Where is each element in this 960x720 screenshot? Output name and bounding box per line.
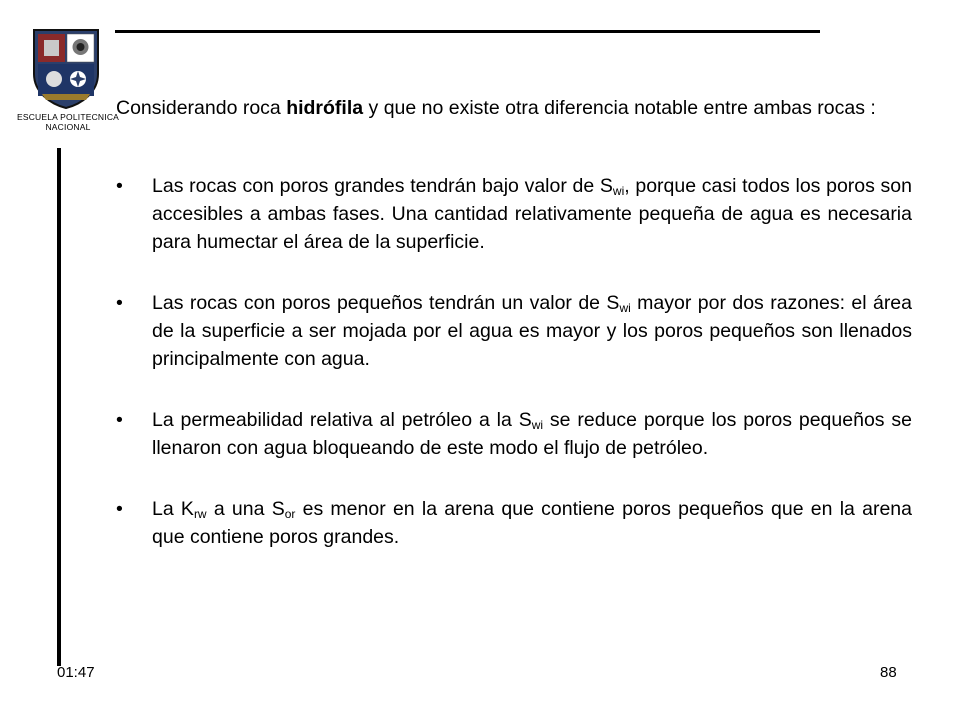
bullet-list xyxy=(116,172,912,551)
left-rule xyxy=(57,148,61,666)
bullet-dot-icon: • xyxy=(116,175,123,197)
bullet-item: • La $K_{rw}$ a una $S_{or}$ es menor en la arena que contiene poros pequeños que en la arena que contiene poros grandes. xyxy=(116,495,912,551)
bullet-item: • La permeabilidad relativa al petróleo a la $S_{wi}$ se reduce porque los poros pequeños se llenaron con agua bloqueando de este modo el flujo de petróleo. xyxy=(116,406,912,462)
bullet-item: • Las rocas con poros grandes tendrán bajo valor de $S_{wi}$, porque casi todos los poros son accesibles a ambas fases. Una cantidad relativamente pequeña de agua es necesaria para humectar el área de la superficie. xyxy=(116,172,912,256)
shield-logo-icon xyxy=(30,28,102,110)
footer-time: 01:47 xyxy=(57,664,95,681)
bullet-dot-icon: • xyxy=(116,409,123,431)
logo-caption: ESCUELA POLITECNICA NACIONAL xyxy=(16,112,120,132)
intro-paragraph: Considerando roca hidrófila y que no existe otra diferencia notable entre ambas rocas : xyxy=(116,96,876,119)
page-number: 88 xyxy=(880,664,897,681)
bullet-dot-icon: • xyxy=(116,292,123,314)
top-rule xyxy=(115,30,820,33)
bullet-dot-icon: • xyxy=(116,498,123,520)
bullet-item: • Las rocas con poros pequeños tendrán un valor de $S_{wi}$ mayor por dos razones: el área de la superficie a ser mojada por el agua es mayor y los poros pequeños son llenados principalmente con agua. xyxy=(116,289,912,373)
intro-bold-term: hidrófila xyxy=(286,96,364,119)
